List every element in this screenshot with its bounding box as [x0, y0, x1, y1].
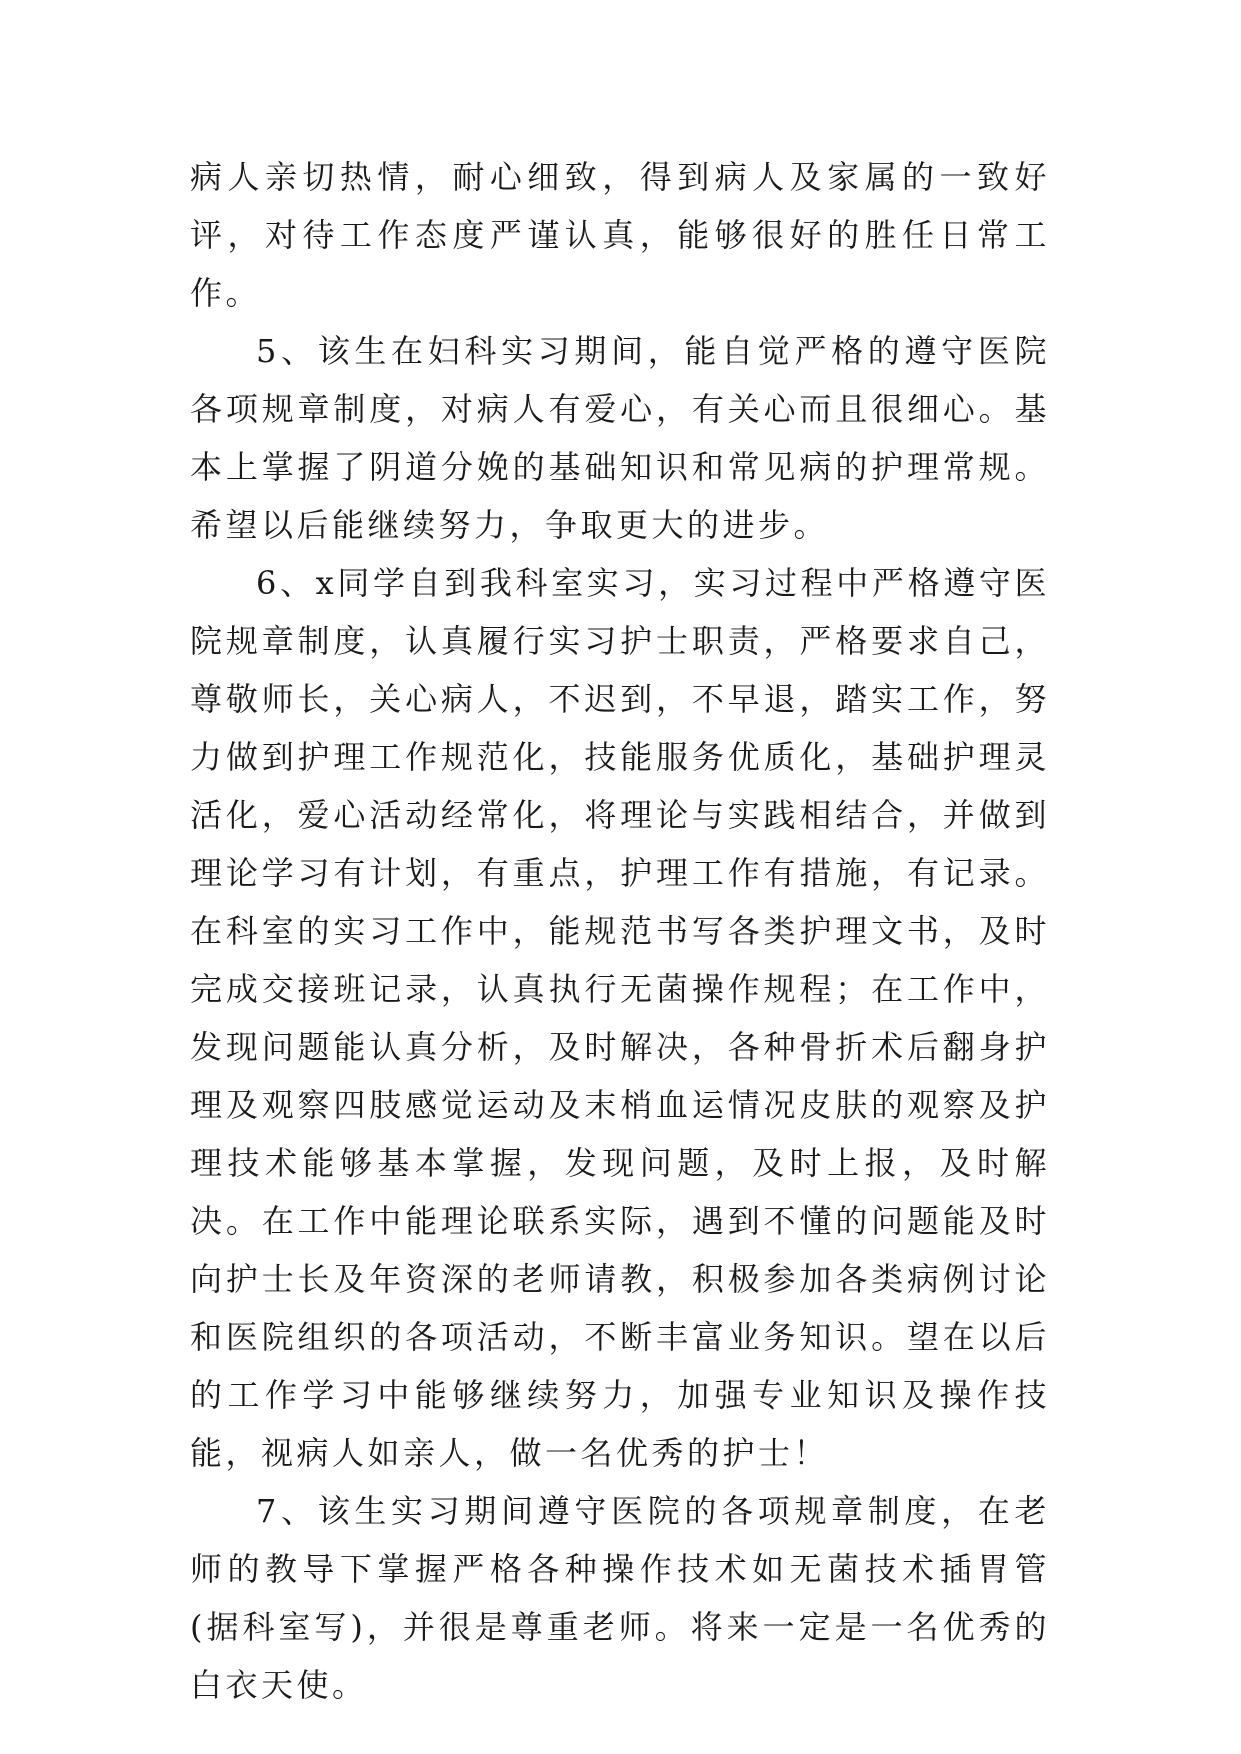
paragraph-item-7: 7、该生实习期间遵守医院的各项规章制度，在老师的教导下掌握严格各种操作技术如无菌技术插胃管(据科室写)，并很是尊重老师。将来一定是一名优秀的白衣天使。: [190, 1492, 1050, 1704]
paragraph-item-5: 5、该生在妇科实习期间，能自觉严格的遵守医院各项规章制度，对病人有爱心，有关心而且很细心。基本上掌握了阴道分娩的基础知识和常见病的护理常规。希望以后能继续努力，争取更大的进步。: [190, 332, 1050, 544]
document-page: [190, 148, 1050, 1714]
paragraph-continuation: 病人亲切热情，耐心细致，得到病人及家属的一致好评，对待工作态度严谨认真，能够很好的胜任日常工作。: [190, 158, 1050, 312]
paragraph-item-6: 6、x同学自到我科室实习，实习过程中严格遵守医院规章制度，认真履行实习护士职责，严格要求自己，尊敬师长，关心病人，不迟到，不早退，踏实工作，努力做到护理工作规范化，技能服务优质化，基础护理灵活化，爱心活动经常化，将理论与实践相结合，并做到理论学习有计划，有重点，护理工作有措施，有记录。在科室的实习工作中，能规范书写各类护理文书，及时完成交接班记录，认真执行无菌操作规程；在工作中，发现问题能认真分析，及时解决，各种骨折术后翻身护理及观察四肢感觉运动及末梢血运情况皮肤的观察及护理技术能够基本掌握，发现问题，及时上报，及时解决。在工作中能理论联系实际，遇到不懂的问题能及时向护士长及年资深的老师请教，积极参加各类病例讨论和医院组织的各项活动，不断丰富业务知识。望在以后的工作学习中能够继续努力，加强专业知识及操作技能，视病人如亲人，做一名优秀的护士！: [190, 564, 1050, 1472]
